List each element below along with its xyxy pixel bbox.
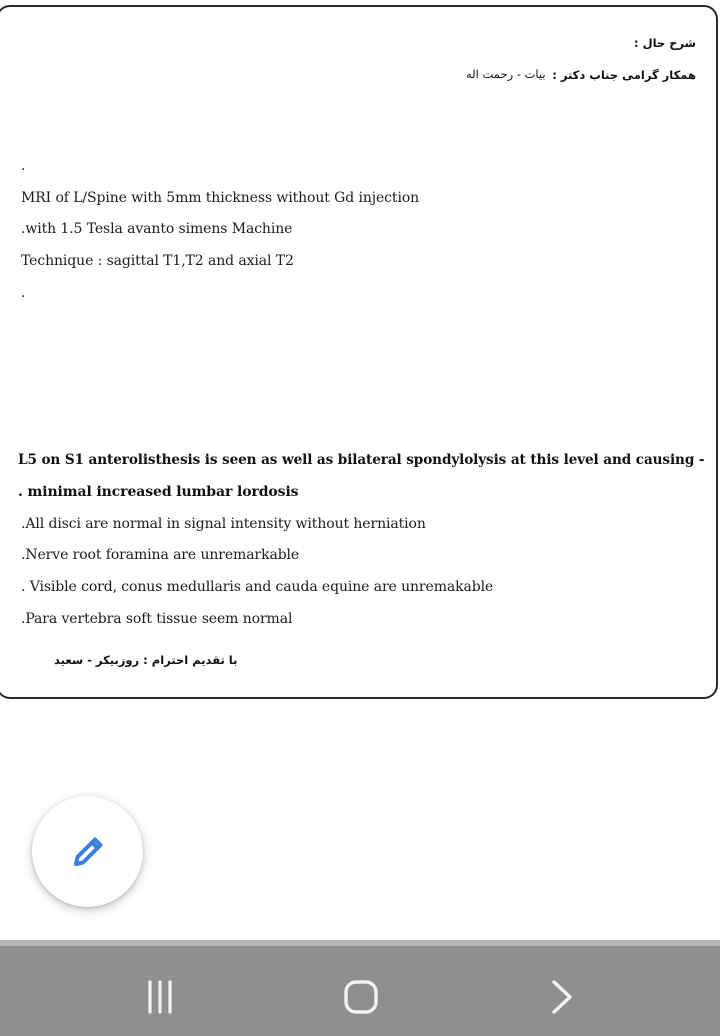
doctor-name: بیات - رحمت اله [466, 67, 546, 81]
finding-line: .Para vertebra soft tissue seem normal [21, 611, 293, 627]
colleague-label: همکار گرامی جناب دکتر : [552, 68, 696, 82]
technique-line: .with 1.5 Tesla avanto simens Machine [21, 221, 293, 237]
technique-line: Technique : sagittal T1,T2 and axial T2 [21, 253, 294, 269]
home-button[interactable] [336, 972, 386, 1022]
back-icon [542, 977, 582, 1017]
finding-bold: L5 on S1 anterolisthesis is seen as well as bilateral spondylolysis at this level and causing - [18, 452, 705, 468]
signature: با تقدیم احترام : روزبیکر - سعید [54, 653, 238, 667]
pencil-icon [68, 832, 108, 872]
home-icon [341, 977, 381, 1017]
recent-apps-icon [140, 977, 180, 1017]
technique-line: MRI of L/Spine with 5mm thickness without Gd injection [21, 190, 420, 206]
finding-line: .Nerve root foramina are unremarkable [21, 547, 300, 563]
history-label: شرح حال : [634, 36, 696, 50]
edit-button[interactable] [32, 796, 143, 907]
recent-apps-button[interactable] [135, 972, 185, 1022]
dot-separator: . [21, 158, 26, 174]
back-button[interactable] [537, 972, 587, 1022]
finding-line: .All disci are normal in signal intensity without herniation [21, 516, 426, 532]
finding-bold: . minimal increased lumbar lordosis [18, 484, 299, 500]
finding-line: . Visible cord, conus medullaris and cauda equine are unremakable [21, 579, 494, 595]
dot-separator: . [21, 285, 26, 301]
navigation-bar [0, 940, 720, 1036]
